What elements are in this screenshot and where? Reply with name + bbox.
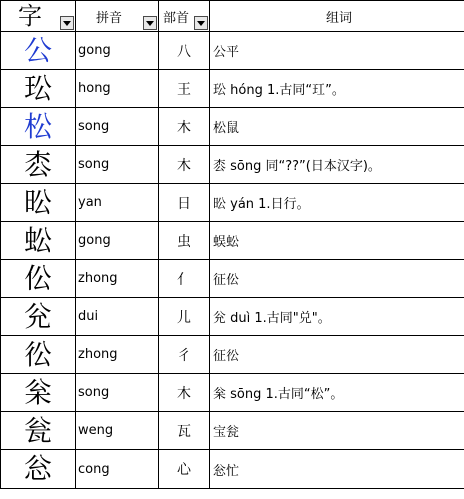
table-row xyxy=(1,260,464,298)
pinyin-cell[interactable]: song xyxy=(76,374,159,412)
words-cell[interactable]: 松鼠 xyxy=(210,108,464,146)
radical-cell[interactable]: 木 xyxy=(159,374,210,412)
pinyin-cell[interactable]: zhong xyxy=(76,260,159,298)
pinyin-cell[interactable]: hong xyxy=(76,70,159,108)
words-cell[interactable]: 枩 sōng 同“??”(日本汉字)。 xyxy=(210,146,464,184)
header-char-label: 字 xyxy=(18,2,42,30)
radical-cell[interactable]: 亻 xyxy=(159,260,210,298)
char-cell[interactable]: 松 xyxy=(1,108,76,146)
words-cell[interactable]: 征伀 xyxy=(210,260,464,298)
char-cell[interactable]: 枀 xyxy=(1,374,76,412)
radical-cell[interactable]: 瓦 xyxy=(159,412,210,450)
char-cell[interactable]: 忩 xyxy=(1,450,76,489)
header-pinyin-label: 拼音 xyxy=(95,10,122,26)
char-cell[interactable]: 枩 xyxy=(1,146,76,184)
words-cell[interactable]: 枀 sōng 1.古同“松”。 xyxy=(210,374,464,412)
table-row xyxy=(1,70,464,108)
char-cell[interactable]: 瓮 xyxy=(1,412,76,450)
words-cell[interactable]: 公平 xyxy=(210,32,464,70)
table-row xyxy=(1,374,464,412)
header-pinyin-cell[interactable] xyxy=(76,1,159,32)
filter-dropdown-icon[interactable] xyxy=(143,16,157,30)
radical-cell[interactable]: 彳 xyxy=(159,336,210,374)
table-row xyxy=(1,146,464,184)
table-row xyxy=(1,336,464,374)
radical-cell[interactable]: 王 xyxy=(159,70,210,108)
table-row xyxy=(1,450,464,489)
radical-cell[interactable]: 木 xyxy=(159,108,210,146)
pinyin-cell[interactable]: dui xyxy=(76,298,159,336)
radical-cell[interactable]: 八 xyxy=(159,32,210,70)
words-cell[interactable]: 昖 yán 1.日行。 xyxy=(210,184,464,222)
header-char-cell[interactable] xyxy=(1,1,76,32)
char-cell[interactable]: 兊 xyxy=(1,298,76,336)
filter-dropdown-icon[interactable] xyxy=(194,16,208,30)
words-cell[interactable]: 蜈蚣 xyxy=(210,222,464,260)
words-cell[interactable]: 忩忙 xyxy=(210,450,464,489)
radical-cell[interactable]: 儿 xyxy=(159,298,210,336)
header-row xyxy=(1,1,464,32)
pinyin-cell[interactable]: weng xyxy=(76,412,159,450)
char-cell[interactable]: 昖 xyxy=(1,184,76,222)
radical-cell[interactable]: 日 xyxy=(159,184,210,222)
char-cell[interactable]: 玜 xyxy=(1,70,76,108)
radical-cell[interactable]: 心 xyxy=(159,450,210,489)
header-words-label: 组词 xyxy=(325,10,352,26)
char-cell[interactable]: 彸 xyxy=(1,336,76,374)
char-cell[interactable]: 伀 xyxy=(1,260,76,298)
pinyin-cell[interactable]: song xyxy=(76,108,159,146)
pinyin-cell[interactable]: gong xyxy=(76,32,159,70)
words-cell[interactable]: 玜 hóng 1.古同“玒”。 xyxy=(210,70,464,108)
pinyin-cell[interactable]: gong xyxy=(76,222,159,260)
pinyin-cell[interactable]: zhong xyxy=(76,336,159,374)
char-cell[interactable]: 公 xyxy=(1,32,76,70)
words-cell[interactable]: 兊 duì 1.古同"兑"。 xyxy=(210,298,464,336)
table-row xyxy=(1,184,464,222)
pinyin-cell[interactable]: cong xyxy=(76,450,159,489)
words-cell[interactable]: 征彸 xyxy=(210,336,464,374)
pinyin-cell[interactable]: yan xyxy=(76,184,159,222)
table-row xyxy=(1,108,464,146)
table-row xyxy=(1,412,464,450)
radical-cell[interactable]: 木 xyxy=(159,146,210,184)
header-words-cell[interactable] xyxy=(210,1,464,32)
char-cell[interactable]: 蚣 xyxy=(1,222,76,260)
pinyin-cell[interactable]: song xyxy=(76,146,159,184)
table-row xyxy=(1,222,464,260)
header-radical-cell[interactable] xyxy=(159,1,210,32)
table-row xyxy=(1,298,464,336)
filter-dropdown-icon[interactable] xyxy=(60,16,74,30)
header-radical-label: 部首 xyxy=(162,10,189,26)
words-cell[interactable]: 宝瓮 xyxy=(210,412,464,450)
radical-cell[interactable]: 虫 xyxy=(159,222,210,260)
table-row xyxy=(1,32,464,70)
